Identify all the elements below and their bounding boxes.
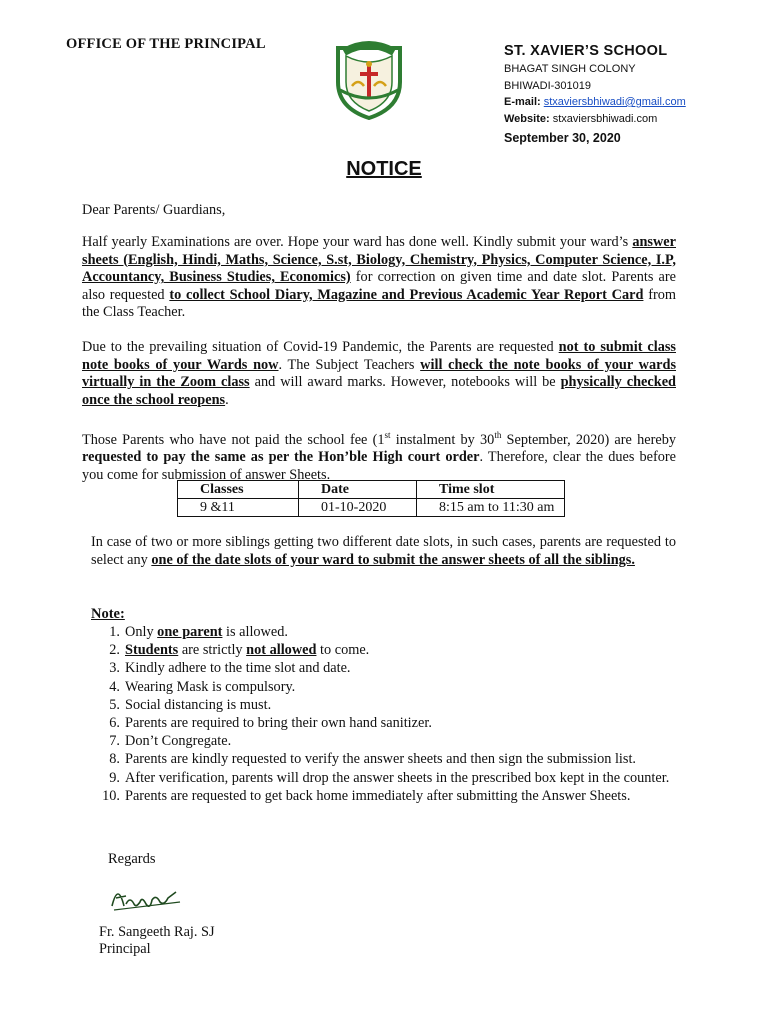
- list-item: [100, 787, 680, 805]
- email-row: [504, 94, 764, 111]
- paragraph-notebooks: [82, 339, 676, 409]
- p3-bold1: requested to pay the same as per the Hon’ble High court order: [82, 449, 480, 466]
- notice-title-wrap: [0, 158, 768, 181]
- list-item: [100, 659, 680, 677]
- list-item: [100, 714, 680, 732]
- p1-text3: from the Class Teacher.: [82, 286, 676, 321]
- p3-sup2: th: [494, 430, 502, 440]
- p1-text2: for correction on given time and date slot. Parents are also requested: [82, 269, 676, 303]
- list-emphasis: Students: [125, 642, 179, 659]
- list-text: to come.: [316, 642, 370, 659]
- table-header-row: [178, 481, 565, 499]
- p3-sup1: st: [384, 430, 391, 440]
- list-number: 9.: [109, 769, 120, 786]
- p3-text1: Those Parents who have not paid the school fee (1: [82, 431, 385, 448]
- email-label: E-mail:: [504, 96, 541, 108]
- list-text: Wearing Mask is compulsory.: [125, 678, 296, 695]
- p3-text2: instalment by 30: [390, 431, 495, 448]
- list-number: 1.: [109, 624, 120, 640]
- list-number: 6.: [109, 715, 120, 732]
- school-crest-logo: [330, 34, 408, 120]
- p2-text3: and will award marks. However, notebooks will be: [249, 374, 561, 391]
- website-row: [504, 111, 764, 128]
- list-number: 7.: [109, 733, 120, 750]
- list-text: After verification, parents will drop the answer sheets in the prescribed box kept in the counter.: [125, 769, 670, 786]
- p2-text4: .: [225, 391, 229, 408]
- list-item: [100, 678, 680, 696]
- list-emphasis: not allowed: [246, 642, 317, 659]
- table-cell-timeslot: 8:15 am to 11:30 am: [417, 499, 565, 517]
- list-text: Don’t Congregate.: [125, 733, 232, 750]
- website-text: stxaviersbhiwadi.com: [552, 112, 658, 125]
- list-text: Only: [125, 624, 158, 640]
- office-heading: OFFICE OF THE PRINCIPAL: [66, 36, 266, 52]
- list-text: Kindly adhere to the time slot and date.: [125, 660, 351, 677]
- notice-title: NOTICE: [346, 158, 422, 180]
- p2-bold2: will check the note books of your wards virtually in the Zoom class: [82, 356, 677, 391]
- signer-block: [99, 924, 215, 958]
- list-number: 8.: [109, 751, 120, 768]
- table-cell-classes: 9 &11: [178, 499, 299, 517]
- list-item: [100, 732, 680, 750]
- list-emphasis: one parent: [157, 624, 223, 640]
- regards-text: Regards: [108, 851, 156, 867]
- list-text: Parents are kindly requested to verify the answer sheets and then sign the submission list.: [125, 751, 637, 768]
- p3-text4: . Therefore, clear the dues before you come for submission of answer Sheets.: [82, 449, 676, 483]
- p1-collect: to collect School Diary, Magazine and Previous Academic Year Report Card: [169, 286, 644, 303]
- p3-text3: September, 2020) are hereby: [501, 431, 676, 448]
- note-list: [100, 623, 680, 805]
- list-item: [100, 750, 680, 768]
- school-name: ST. XAVIER’S SCHOOL: [504, 43, 668, 59]
- list-item: [100, 696, 680, 714]
- paragraph-submission: [82, 234, 676, 322]
- signer-name: Fr. Sangeeth Raj. SJ: [99, 924, 215, 940]
- list-number: 2.: [109, 642, 120, 659]
- p4-bold1: one of the date slots of your ward to submit the answer sheets of all the siblings.: [151, 551, 635, 568]
- list-item: [100, 769, 680, 787]
- email-link[interactable]: stxaviersbhiwadi@gmail.com: [543, 96, 686, 108]
- signature-image: [106, 876, 186, 916]
- salutation: Dear Parents/ Guardians,: [82, 202, 226, 218]
- paragraph-fees: [82, 427, 676, 485]
- notice-date: September 30, 2020: [504, 131, 621, 145]
- p1-subjects: answer sheets (English, Hindi, Maths, Science, S.st, Biology, Chemistry, Physics, Computer Science, I.P, Accountancy, Business Studies, Economics): [82, 234, 676, 286]
- p2-bold1: not to submit class note books of your Wards now: [82, 339, 676, 373]
- table-header-date: Date: [299, 481, 417, 499]
- table-row: [178, 499, 565, 517]
- p2-text1: Due to the prevailing situation of Covid-19 Pandemic, the Parents are requested: [82, 339, 559, 355]
- paragraph-siblings: [91, 534, 676, 569]
- signer-title: Principal: [99, 941, 151, 957]
- p2-text2: . The Subject Teachers: [278, 356, 421, 373]
- table-header-timeslot: Time slot: [417, 481, 565, 499]
- list-item: [100, 641, 680, 659]
- p4-text1: In case of two or more siblings getting two different date slots, in such cases, parents are requested to select any: [91, 534, 676, 568]
- time-slot-table: [177, 480, 565, 517]
- list-text: is allowed.: [222, 624, 288, 640]
- address-line2: BHIWADI-301019: [504, 79, 592, 92]
- list-number: 3.: [109, 660, 120, 677]
- list-text: Parents are requested to get back home immediately after submitting the Answer Sheets.: [125, 787, 631, 804]
- list-number: 5.: [109, 696, 120, 713]
- list-text: Parents are required to bring their own hand sanitizer.: [125, 715, 432, 732]
- website-label: Website:: [504, 112, 550, 125]
- p2-bold3: physically checked once the school reopens: [82, 374, 676, 408]
- school-info-block: [504, 41, 764, 148]
- list-text: are strictly: [178, 642, 247, 659]
- list-number: 10.: [102, 787, 120, 804]
- list-text: Social distancing is must.: [125, 696, 272, 713]
- table-header-classes: Classes: [178, 481, 299, 499]
- list-number: 4.: [109, 678, 120, 695]
- table-cell-date: 01-10-2020: [299, 499, 417, 517]
- p1-text1: Half yearly Examinations are over. Hope your ward has done well. Kindly submit your ward’s: [82, 234, 629, 250]
- note-title: Note:: [91, 606, 125, 622]
- address-line1: BHAGAT SINGH COLONY: [504, 63, 636, 75]
- list-item: [100, 623, 680, 641]
